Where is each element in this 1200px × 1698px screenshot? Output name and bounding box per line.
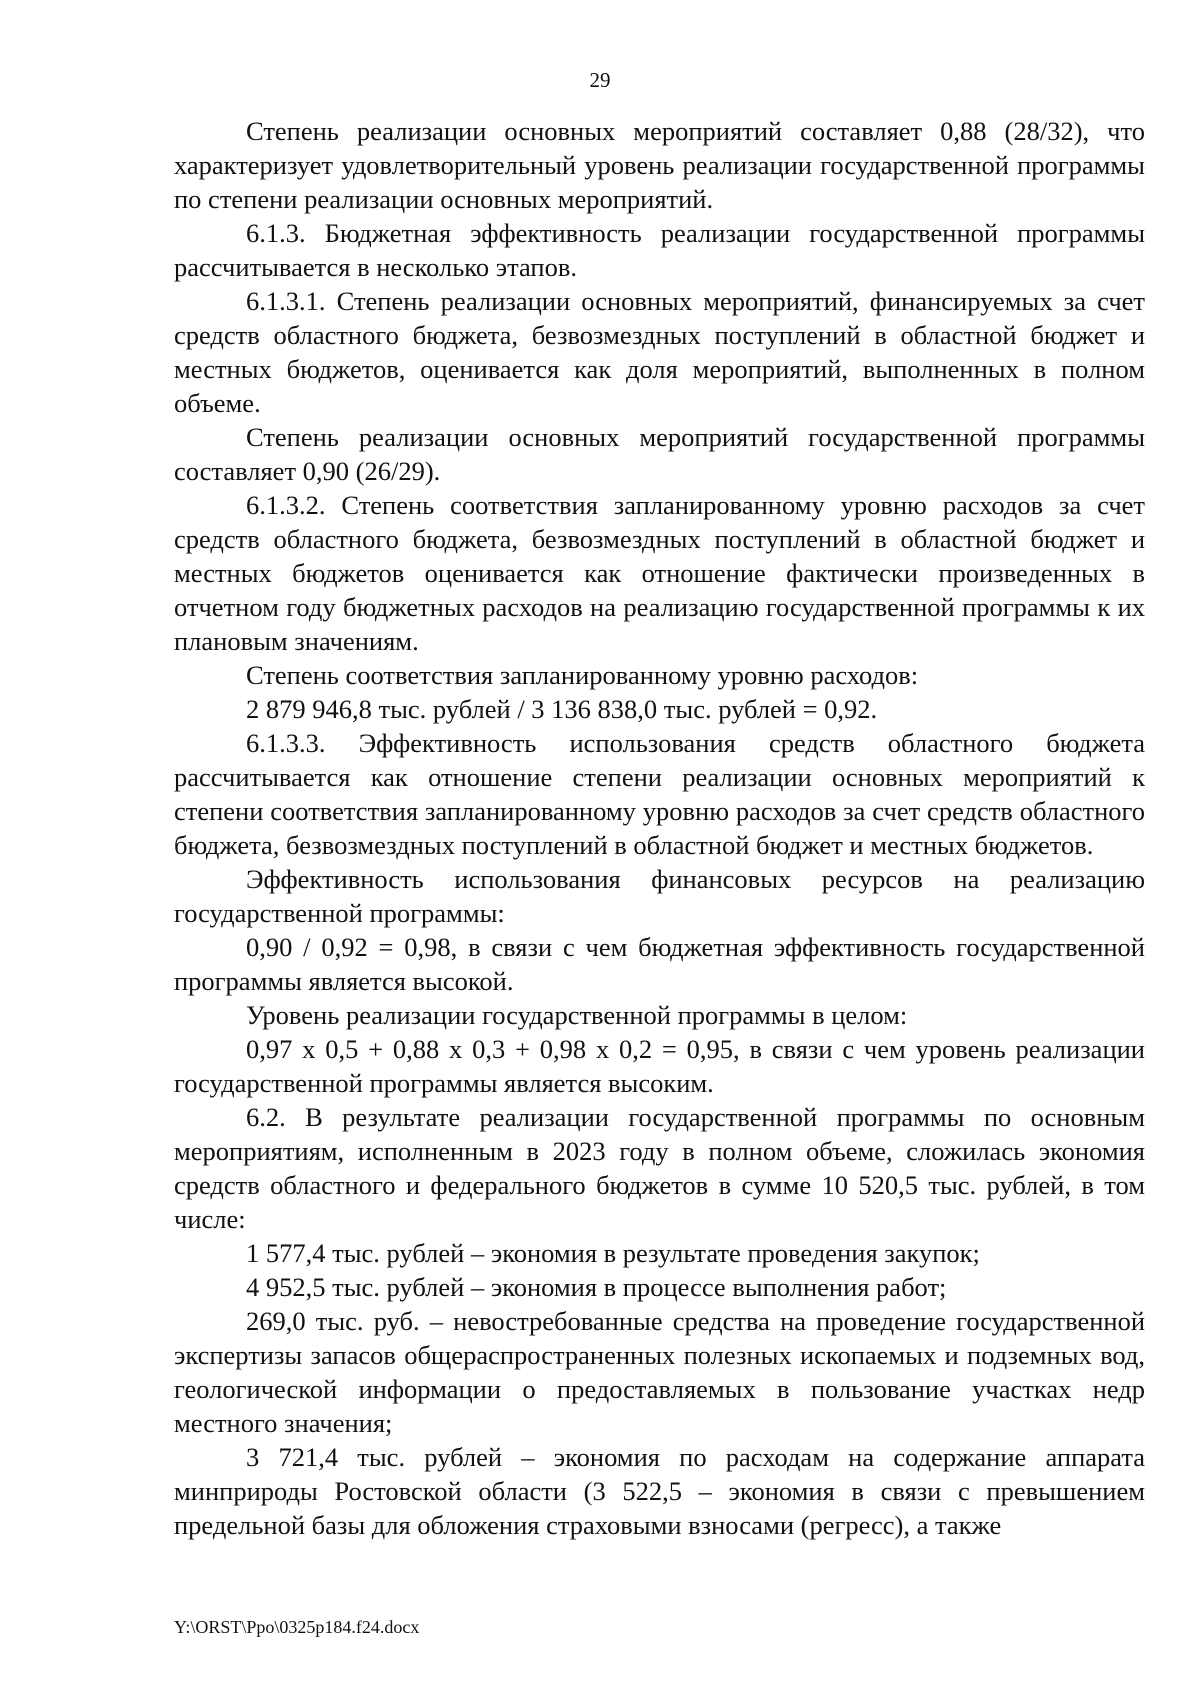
page-number: 29	[589, 68, 611, 92]
paragraph: 6.1.3.1. Степень реализации основных мероприятий, финансируемых за счет средств областного бюджета, безвозмездных поступлений в областной бюджет и местных бюджетов, оценивается как доля мероприятий, выполненных в полном объеме.	[174, 286, 1145, 418]
document-body	[174, 114, 1145, 1542]
paragraph: 1 577,4 тыс. рублей – экономия в результате проведения закупок;	[246, 1238, 980, 1268]
paragraph: 4 952,5 тыс. рублей – экономия в процессе выполнения работ;	[246, 1272, 947, 1302]
paragraph: Степень реализации основных мероприятий государственной программы составляет 0,90 (26/29).	[174, 422, 1145, 486]
paragraph: 6.1.3.3. Эффективность использования средств областного бюджета рассчитывается как отношение степени реализации основных мероприятий к степени соответствия запланированному уровню расходов за счет средств областного бюджета, безвозмездных поступлений в областной бюджет и местных бюджетов.	[174, 728, 1145, 860]
paragraph: 6.2. В результате реализации государственной программы по основным мероприятиям, исполненным в 2023 году в полном объеме, сложилась экономия средств областного и федерального бюджетов в сумме 10 520,5 тыс. рублей, в том числе:	[174, 1102, 1145, 1234]
paragraph: Степень реализации основных мероприятий составляет 0,88 (28/32), что характеризует удовлетворительный уровень реализации государственной программы по степени реализации основных мероприятий.	[174, 116, 1145, 214]
paragraph: Уровень реализации государственной программы в целом:	[246, 1000, 908, 1030]
paragraph: 269,0 тыс. руб. – невостребованные средства на проведение государственной экспертизы запасов общераспространенных полезных ископаемых и подземных вод, геологической информации о предоставляемых в пользование участках недр местного значения;	[174, 1306, 1145, 1438]
paragraph: Эффективность использования финансовых ресурсов на реализацию государственной программы:	[174, 864, 1145, 928]
paragraph: 2 879 946,8 тыс. рублей / 3 136 838,0 тыс. рублей = 0,92.	[246, 694, 878, 724]
paragraph: 6.1.3.2. Степень соответствия запланированному уровню расходов за счет средств областного бюджета, безвозмездных поступлений в областной бюджет и местных бюджетов оценивается как отношение фактически произведенных в отчетном году бюджетных расходов на реализацию государственной программы к их плановым значениям.	[174, 490, 1145, 656]
paragraph: 3 721,4 тыс. рублей – экономия по расходам на содержание аппарата минприроды Ростовской области (3 522,5 – экономия в связи с превышением предельной базы для обложения страховыми взносами (регресс), а также	[174, 1442, 1145, 1540]
paragraph: 6.1.3. Бюджетная эффективность реализации государственной программы рассчитывается в несколько этапов.	[174, 218, 1145, 282]
paragraph: 0,97 х 0,5 + 0,88 х 0,3 + 0,98 х 0,2 = 0,95, в связи с чем уровень реализации государственной программы является высоким.	[174, 1034, 1145, 1098]
paragraph: Степень соответствия запланированному уровню расходов:	[246, 660, 919, 690]
paragraph: 0,90 / 0,92 = 0,98, в связи с чем бюджетная эффективность государственной программы является высокой.	[174, 932, 1145, 996]
footer-file-path: Y:\ORST\Ppo\0325p184.f24.docx	[174, 1617, 420, 1637]
